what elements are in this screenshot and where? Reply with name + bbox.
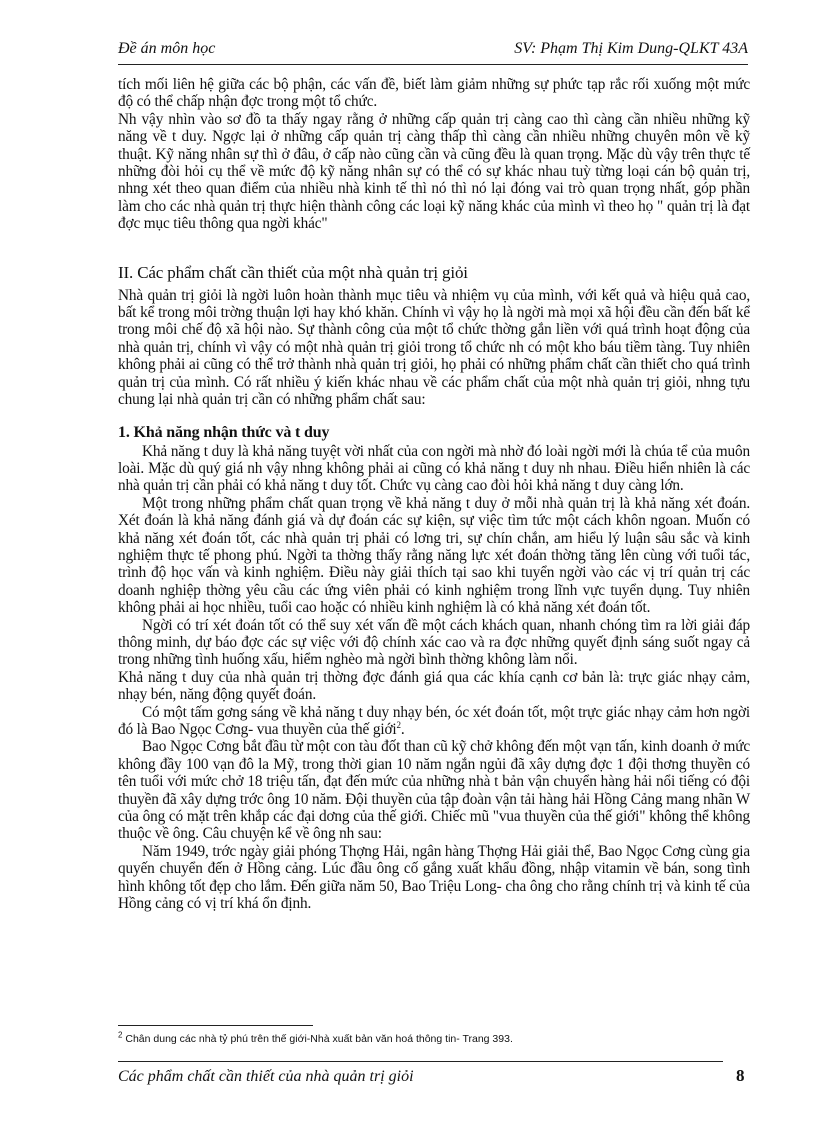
header-divider	[118, 64, 748, 65]
section-heading: II. Các phẩm chất cần thiết của một nhà quản trị giỏi	[118, 262, 468, 282]
footnote-reference[interactable]: 2	[396, 719, 401, 730]
paragraph: Khả năng t duy là khả năng tuyệt vời nhất của con ngời mà nhờ đó loài ngời mới là chúa tể của muôn loài. Mặc dù quý giá nh vậy nhng không phải ai cũng có khả năng t duy nh nhau. Điều hiển nhiên là các nhà quản trị cần phải có khả năng t duy tốt. Chức vụ càng cao đòi hỏi khả năng t duy càng lớn.	[118, 442, 750, 495]
subsection-heading: 1. Khả năng nhận thức và t duy	[118, 423, 330, 441]
paragraph: Khả năng t duy của nhà quản trị thờng đợc đánh giá qua các khía cạnh cơ bản là: trực giác nhạy cảm, nhạy bén, năng động quyết đoán.	[118, 668, 750, 704]
footnote	[118, 1032, 750, 1046]
paragraph: Một trong những phẩm chất quan trọng về khả năng t duy ở mỗi nhà quản trị là khả năng xét đoán. Xét đoán là khả năng đánh giá và dự đoán các sự kiện, sự việc tìm tức một cách khôn ngoan. Muốn có khả năng xét đoán tốt, các nhà quản trị phải có lơng tri, sự chín chắn, am hiểu lý luận sâu sắc và kinh nghiệm thực tế phong phú. Ngời ta thờng thấy rằng năng lực xét đoán thờng tăng lên cùng với tuổi tác, trình độ học vấn và kinh nghiệm. Điều này giải thích tại sao khi tuyển ngời vào các vị trí quản trị các doanh nghiệp thờng yêu cầu các ứng viên phải có kinh nghiệm trong lĩnh vực tuyển dụng. Tuy nhiên không phải ai học nhiều, tuổi cao hoặc có nhiều kinh nghiệm là có khả năng xét đoán tốt.	[118, 494, 750, 617]
document-body	[118, 76, 750, 912]
header-course-title: Đề án môn học	[118, 40, 216, 57]
footer-title: Các phẩm chất cần thiết của nhà quản trị giỏi	[118, 1068, 414, 1085]
paragraph: Nhà quản trị giỏi là ngời luôn hoàn thành mục tiêu và nhiệm vụ của mình, với kết quả và hiệu quả cao, bất kể trong môi trờng thuận lợi hay khó khăn. Chính vì vậy họ là ngời mà mọi xã hội đều cần đến bất kể trong môi chế độ xã hội nào. Sự thành công của một tổ chức thờng gắn liền với quá trình hoạt động của nhà quản trị, chính vì vậy có một nhà quản trị giỏi trong tổ chức nh có một kho báu tiềm tàng. Tuy nhiên không phải ai cũng có thể trở thành nhà quản trị giỏi, họ phải có những phẩm chất cần thiết cho quá trình quản trị của mình. Có rất nhiều ý kiến khác nhau về các phẩm chất của một nhà quản trị giỏi, nhng tựu chung lại nhà quản trị cần có những phẩm chất sau:	[118, 286, 750, 409]
paragraph-text: Có một tấm gơng sáng về khả năng t duy nhạy bén, óc xét đoán tốt, một trực giác nhạy cảm hơn ngời đó là Bao Ngọc Cơng- vua thuyền của thế giới	[118, 703, 750, 738]
paragraph: Nh vậy nhìn vào sơ đồ ta thấy ngay rằng ở những cấp quản trị càng cao thì càng cần nhiều những kỹ năng về t duy. Ngợc lại ở những cấp quản trị càng thấp thì càng cần nhiều những chuyên môn về kỹ thuật. Kỹ năng nhân sự thì ở đâu, ở cấp nào cũng cần và cũng đều là quan trọng. Mặc dù vậy trên thực tế những đòi hỏi cụ thể về mức độ kỹ năng nhân sự có thể có sự khác nhau tuỳ từng loại cán bộ quản trị, nhng xét theo quan điểm của nhiều nhà kinh tế thì nó thì nó lại đóng vai trò quan trọng nhất, góp phần làm cho các nhà quản trị thực hiện thành công các loại kỹ năng khác của mình vì theo họ " quản trị là đạt đợc mục tiêu thông qua ngời khác"	[118, 110, 750, 233]
page-number: 8	[736, 1066, 745, 1085]
paragraph-with-footnote	[118, 704, 750, 739]
footnote-text: Chân dung các nhà tỷ phú trên thế giới-Nhà xuất bản văn hoá thông tin- Trang 393.	[125, 1033, 513, 1045]
footnote-divider	[118, 1025, 313, 1026]
footnote-mark: 2	[118, 1030, 123, 1040]
header-student-info: SV: Phạm Thị Kim Dung-QLKT 43A	[514, 40, 748, 57]
paragraph: Năm 1949, trớc ngày giải phóng Thợng Hải, ngân hàng Thợng Hải giải thể, Bao Ngọc Cơng cùng gia quyến chuyển đến ở Hồng cảng. Lúc đầu ông cố gắng xuất khẩu đồng, nhập vitamin về bán, song tình hình không tốt đẹp cho lắm. Đến giữa năm 50, Bao Triệu Long- cha ông cho rằng chính trị và kinh tế của Hồng cảng có vị trí khá ổn định.	[118, 842, 750, 913]
paragraph: Bao Ngọc Cơng bắt đầu từ một con tàu đốt than cũ kỹ chở không đến một vạn tấn, kinh doanh ở mức không đầy 100 vạn đô la Mỹ, trong thời gian 10 năm ngắn ngủi đã xây dựng đợc 1 đội thơng thuyền có tên tuổi với mức chở 18 triệu tấn, đạt đến mức của những nhà t bản vận chuyển hàng hải nổi tiếng có đội thuyền đã xây dựng trớc ông 10 năm. Đội thuyền của tập đoàn vận tải hàng hải Hồng Cảng mang nhãn W của ông có mặt trên khắp các đại dơng của thế giới. Chiếc mũ "vua thuyền của thế giới" không thể không thuộc về ông. Câu chuyện kể về ông nh sau:	[118, 738, 750, 843]
paragraph: Ngời có trí xét đoán tốt có thể suy xét vấn đề một cách khách quan, nhanh chóng tìm ra lời giải đáp thông minh, dự báo đợc các sự việc với độ chính xác cao và ra đợc những quyết định sáng suốt ngay cả trong những tình huống xấu, hiểm nghèo mà ngời bình thờng không làm nổi.	[118, 616, 750, 669]
footer-divider	[118, 1061, 723, 1062]
paragraph-end: .	[400, 721, 405, 738]
page-header	[118, 40, 748, 62]
paragraph: tích mối liên hệ giữa các bộ phận, các vấn đề, biết làm giảm những sự phức tạp rắc rối xuống một mức độ có thể chấp nhận đợc trong một tổ chức.	[118, 76, 750, 111]
